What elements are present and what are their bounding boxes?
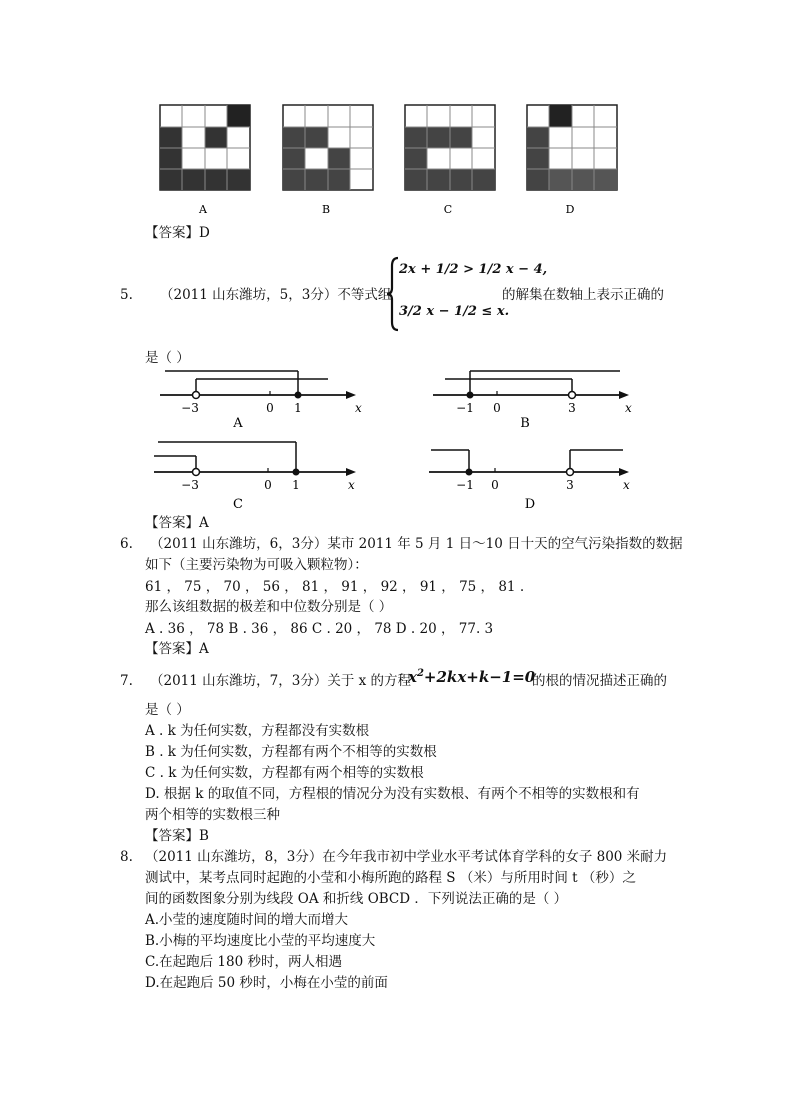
q7-option-c: C . k 为任何实数，方程都有两个相等的实数根 xyxy=(145,765,424,781)
tick-a-zero: 0 xyxy=(266,401,274,415)
q8-option-a: A.小莹的速度随时间的增大而增大 xyxy=(145,912,349,928)
q7-equation-base: x xyxy=(408,668,417,686)
q7-option-d: D. 根据 k 的取值不同，方程根的情况分为没有实数根、有两个不相等的实数根和有 xyxy=(145,786,640,802)
q6-number: 6. xyxy=(120,536,133,552)
tick-a-1: 1 xyxy=(294,401,302,415)
q5-stem-prefix: （2011 山东潍坊，5，3分）不等式组 xyxy=(160,287,392,303)
axis-var-d: x xyxy=(623,478,630,492)
grid-a xyxy=(160,105,250,190)
q8-number: 8. xyxy=(120,849,133,865)
tick-b-zero: 0 xyxy=(493,401,501,415)
q8-option-b: B.小梅的平均速度比小莹的平均速度大 xyxy=(145,933,376,949)
q6-stem-line1: （2011 山东潍坊，6，3分）某市 2011 年 5 月 1 日～10 日十天的空气污染指数的数据 xyxy=(150,536,683,552)
axis-var-a: x xyxy=(355,401,362,415)
q5-answer: 【答案】A xyxy=(145,515,209,531)
q5-system-line1: 2x + 1/2 > 1/2 x − 4, xyxy=(399,262,548,277)
q6-question: 那么该组数据的极差和中位数分别是（ ） xyxy=(145,599,393,615)
axis-var-b: x xyxy=(625,401,632,415)
tick-a-minus3: −3 xyxy=(181,401,199,415)
tick-c-zero: 0 xyxy=(264,478,272,492)
q8-stem-line1: （2011 山东潍坊，8，3分）在今年我市初中学业水平考试体育学科的女子 800 米耐力 xyxy=(145,849,668,865)
q7-option-d-cont: 两个相等的实数根三种 xyxy=(145,807,280,823)
tick-d-zero: 0 xyxy=(491,478,499,492)
q5-numberline-c xyxy=(150,436,370,516)
tick-b-3: 3 xyxy=(568,401,576,415)
q5-inequality-system xyxy=(385,254,548,334)
q7-number: 7. xyxy=(120,673,133,689)
grid-label-c: C xyxy=(443,203,453,216)
grid-label-b: B xyxy=(321,203,331,216)
q7-equation-rest: +2kx+k−1=0 xyxy=(423,668,536,686)
q5-stem-cont: 是（ ） xyxy=(145,350,190,366)
q6-options: A . 36 ， 78 B . 36 ， 86 C . 20 ， 78 D . 20 ， 77. 3 xyxy=(145,621,494,637)
axis-var-c: x xyxy=(348,478,355,492)
label-d: D xyxy=(524,497,536,512)
q5-stem-suffix: 的解集在数轴上表示正确的 xyxy=(502,287,664,303)
grid-c xyxy=(405,105,495,190)
tick-d-3: 3 xyxy=(566,478,574,492)
label-a: A xyxy=(233,416,243,431)
q7-equation-exp: 2 xyxy=(416,668,424,679)
grid-b xyxy=(283,105,373,190)
q6-stem-line2: 如下（主要污染物为可吸入颗粒物）： xyxy=(145,557,368,573)
q5-number: 5. xyxy=(120,287,133,303)
grid-label-a: A xyxy=(199,203,207,216)
tick-c-1: 1 xyxy=(292,478,300,492)
grid-d xyxy=(527,105,617,190)
q6-answer: 【答案】A xyxy=(145,641,209,657)
q8-stem-line2: 测试中，某考点同时起跑的小莹和小梅所跑的路程 S （米）与所用时间 t （秒）之 xyxy=(145,870,636,886)
q8-option-d: D.在起跑后 50 秒时，小梅在小莹的前面 xyxy=(145,975,388,991)
label-c: C xyxy=(233,497,243,512)
q5-numberline-d xyxy=(425,436,645,516)
q7-option-b: B . k 为任何实数，方程都有两个不相等的实数根 xyxy=(145,744,437,760)
q4-grid-options xyxy=(155,100,635,220)
q8-stem-line3: 间的函数图象分别为线段 OA 和折线 OBCD ．下列说法正确的是（ ） xyxy=(145,891,568,907)
q5-numberline-b xyxy=(425,365,645,435)
tick-c-minus3: −3 xyxy=(181,478,199,492)
tick-b-minus1: −1 xyxy=(456,401,474,415)
q7-option-a: A . k 为任何实数，方程都没有实数根 xyxy=(145,723,370,739)
q7-stem-prefix: （2011 山东潍坊，7，3分）关于 x 的方程 xyxy=(150,673,412,689)
q8-option-c: C.在起跑后 180 秒时，两人相遇 xyxy=(145,954,342,970)
q5-numberline-a xyxy=(150,365,370,435)
q4-grids-svg xyxy=(155,100,635,220)
q7-equation xyxy=(408,668,535,686)
tick-d-minus1: −1 xyxy=(456,478,474,492)
q7-stem-suffix: 的根的情况描述正确的 xyxy=(532,673,667,689)
q4-answer: 【答案】D xyxy=(145,225,210,241)
q5-system-line2: 3/2 x − 1/2 ≤ x. xyxy=(399,304,510,319)
q6-data-line: 61 ， 75 ， 70 ， 56 ， 81 ， 91 ， 92 ， 91 ， 75 ， 81 . xyxy=(145,579,525,595)
q7-answer: 【答案】B xyxy=(145,828,209,844)
q7-stem-cont: 是（ ） xyxy=(145,702,190,718)
label-b: B xyxy=(520,416,530,431)
grid-label-d: D xyxy=(565,203,575,216)
